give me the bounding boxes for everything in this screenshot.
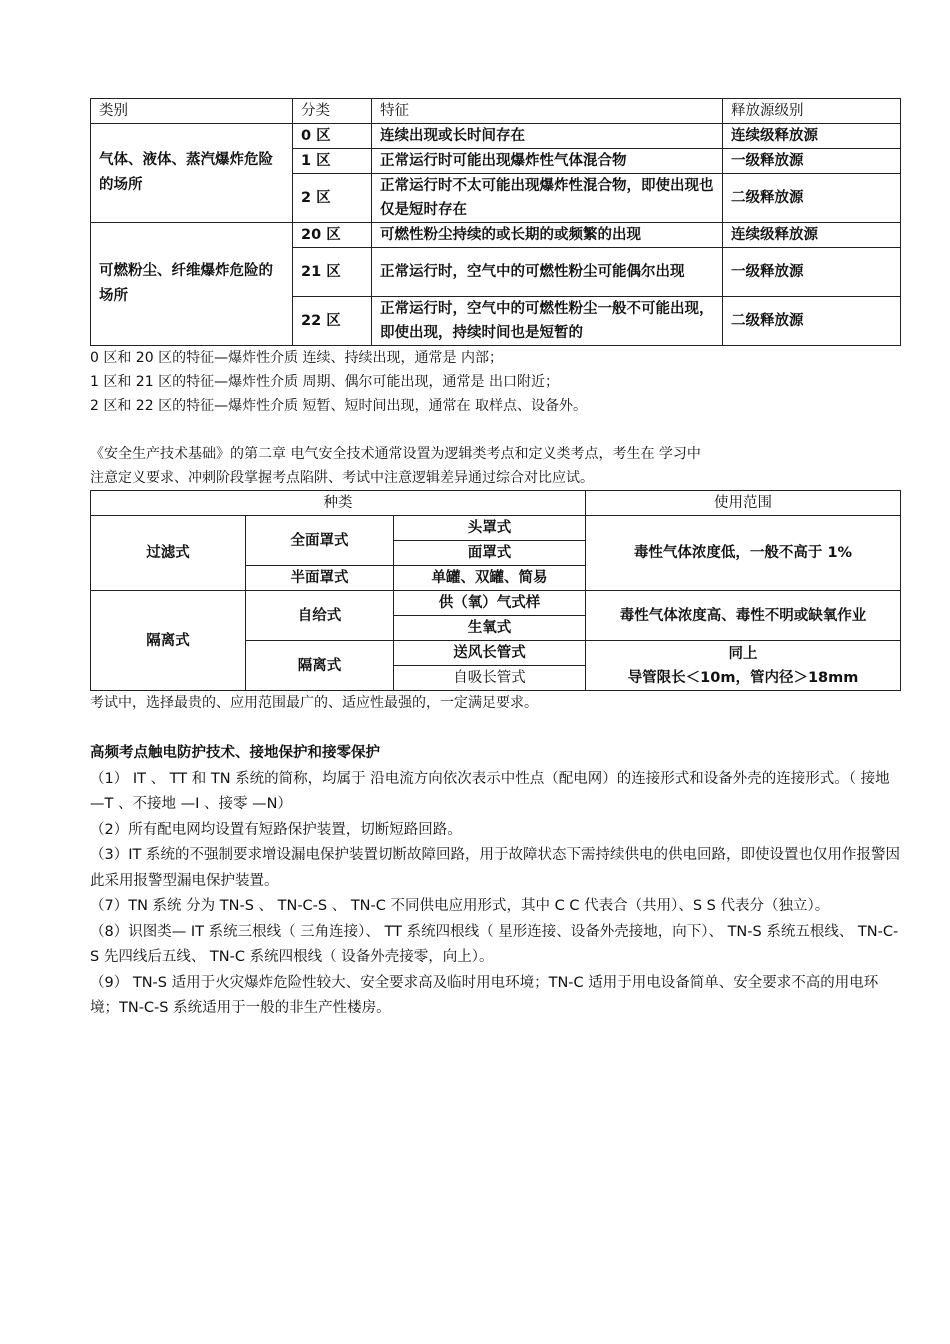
zone-note: 1 区和 21 区的特征—爆炸性介质 周期、偶尔可能出现，通常是 出口附近； [90,374,559,390]
paragraph: （3）IT 系统的不强制要求增设漏电保护装置切断故障回路，用于故障状态下需持续供电的供电回路，即使设置也仅用作报警因此采用报警型漏电保护装置。 [90,847,900,889]
range-cell: 毒性气体浓度低，一般不高于 1% [586,516,901,591]
source-cell: 二级释放源 [723,297,901,346]
intro-line: 《安全生产技术基础》的第二章 电气安全技术通常设置为逻辑类考点和定义类考点，考生在 学习中 [90,446,701,462]
zone-note: 2 区和 22 区的特征—爆炸性介质 短暂、短时间出现，通常在 取样点、设备外。 [90,398,587,414]
zone-cell: 0 区 [293,124,372,149]
type-cell: 过滤式 [91,516,246,591]
feature-cell: 正常运行时不太可能出现爆炸性混合物，即使出现也仅是短时存在 [372,174,723,223]
document-page [90,98,900,1022]
paragraph: （7）TN 系统 分为 TN-S 、 TN-C-S 、 TN-C 不同供电应用形式，其中 C C 代表合（共用）、S S 代表分（独立）。 [90,898,830,914]
header-zone: 分类 [293,99,372,124]
variant-cell: 供（氧）气式样 [394,591,586,616]
source-cell: 一级释放源 [723,149,901,174]
intro-line: 注意定义要求、冲刺阶段掌握考点陷阱、考试中注意逻辑差异通过综合对比应试。 [90,470,594,486]
source-cell: 连续级释放源 [723,223,901,248]
feature-cell: 连续出现或长时间存在 [372,124,723,149]
range-cell: 毒性气体浓度高、毒性不明或缺氧作业 [586,591,901,641]
header-category: 类别 [91,99,293,124]
paragraph: （8）识图类— IT 系统三根线（ 三角连接）、 TT 系统四根线（ 星形连接、设备外壳接地，向下）、 TN-S 系统五根线、 TN-C-S 先四线后五线、 TN-C 系统四根线（ 设备外壳接零，向上）。 [90,923,899,965]
range-line: 导管限长＜10m，管内径＞18mm [627,669,859,686]
paragraph: （9） TN-S 适用于火灾爆炸危险性较大、安全要求高及临时用电环境；TN-C 适用于用电设备简单、安全要求不高的用电环境；TN-C-S 系统适用于一般的非生产性楼房。 [90,974,879,1016]
variant-cell: 头罩式 [394,516,586,541]
respirator-table [90,490,901,691]
source-cell: 连续级释放源 [723,124,901,149]
header-range: 使用范围 [586,491,901,516]
section-title: 高频考点触电防护技术、接地保护和接零保护 [90,745,380,761]
category-cell: 可燃粉尘、纤维爆炸危险的场所 [91,223,293,346]
table-row [91,124,901,149]
range-line: 同上 [728,645,758,662]
variant-cell: 生氧式 [394,616,586,641]
zone-cell: 21 区 [293,248,372,297]
variant-cell: 送风长管式 [394,641,586,666]
source-cell: 二级释放源 [723,174,901,223]
type-cell: 隔离式 [91,591,246,691]
zone-note: 0 区和 20 区的特征—爆炸性介质 连续、持续出现，通常是 内部； [90,350,503,366]
table-row [91,223,901,248]
table-row [91,516,901,541]
header-feature: 特征 [372,99,723,124]
feature-cell: 正常运行时，空气中的可燃性粉尘一般不可能出现，即使出现，持续时间也是短暂的 [372,297,723,346]
table-row [91,591,901,616]
zone-cell: 2 区 [293,174,372,223]
category-cell: 气体、液体、蒸汽爆炸危险的场所 [91,124,293,223]
header-kind: 种类 [91,491,586,516]
subtype-cell: 自给式 [246,591,394,641]
subtype-cell: 全面罩式 [246,516,394,566]
hazard-zone-table [90,98,901,346]
zone-cell: 22 区 [293,297,372,346]
range-cell [586,641,901,691]
feature-cell: 正常运行时可能出现爆炸性气体混合物 [372,149,723,174]
subtype-cell: 半面罩式 [246,566,394,591]
zone-cell: 1 区 [293,149,372,174]
source-cell: 一级释放源 [723,248,901,297]
zone-cell: 20 区 [293,223,372,248]
variant-cell: 自吸长管式 [394,666,586,691]
exam-note: 考试中，选择最贵的、应用范围最广的、适应性最强的，一定满足要求。 [90,695,538,711]
table-header-row [91,491,901,516]
variant-cell: 面罩式 [394,541,586,566]
table-header-row [91,99,901,124]
variant-cell: 单罐、双罐、简易 [394,566,586,591]
subtype-cell: 隔离式 [246,641,394,691]
feature-cell: 正常运行时，空气中的可燃性粉尘可能偶尔出现 [372,248,723,297]
header-source: 释放源级别 [723,99,901,124]
feature-cell: 可燃性粉尘持续的或长期的或频繁的出现 [372,223,723,248]
paragraph: （1） IT 、 TT 和 TN 系统的简称，均属于 沿电流方向依次表示中性点（配电网）的连接形式和设备外壳的连接形式。（ 接地 —T 、不接地 —I 、接零 —N） [90,770,890,812]
paragraph: （2）所有配电网均设置有短路保护装置，切断短路回路。 [90,821,462,838]
